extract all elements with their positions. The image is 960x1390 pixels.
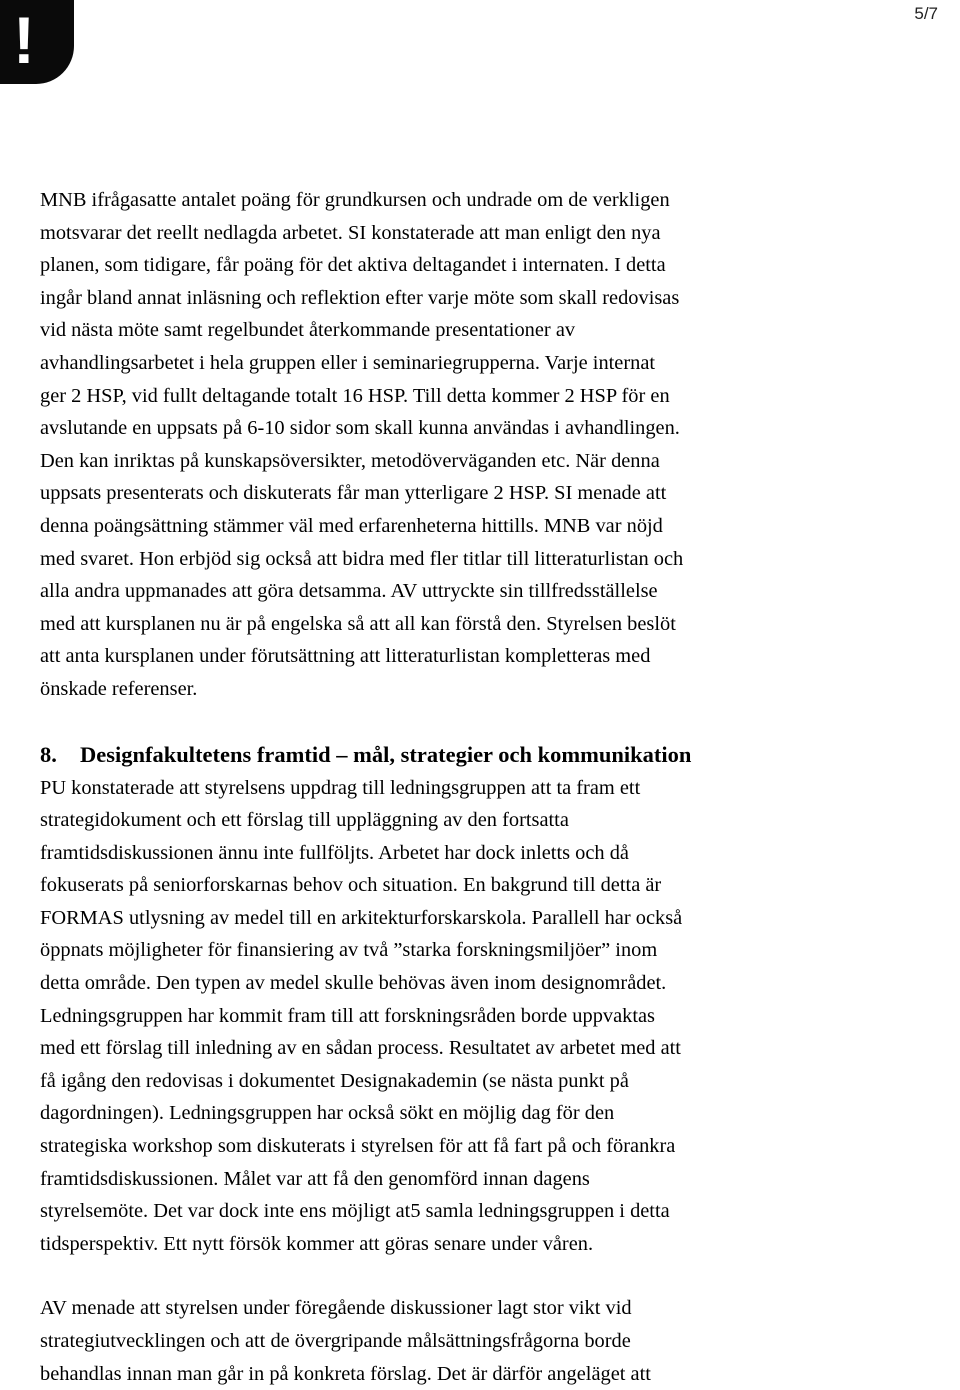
text-line: ingår bland annat inläsning och reflektion efter varje möte som skall redovisas <box>40 286 680 309</box>
text-line: att anta kursplanen under förutsättning att litteraturlistan kompletteras med <box>40 645 651 668</box>
paragraph-gap <box>40 706 920 738</box>
text-line: detta område. Den typen av medel skulle behövas även inom designområdet. <box>40 972 667 995</box>
logo-mark: ! <box>13 3 35 77</box>
text-line: styrelsemöte. Det var dock inte ens möjligt at5 samla ledningsgruppen i detta <box>40 1200 670 1223</box>
text-line: framtidsdiskussionen. Målet var att få den genomförd innan dagens <box>40 1167 590 1190</box>
text-line: med ett förslag till inledning av en sådan process. Resultatet av arbetet med att <box>40 1037 681 1060</box>
text-line: strategidokument och ett förslag till uppläggning av den fortsatta <box>40 809 569 832</box>
text-line: strategiutvecklingen och att de övergripande målsättningsfrågorna borde <box>40 1330 631 1352</box>
text-line: framtidsdiskussionen ännu inte fullföljts. Arbetet har dock inletts och då <box>40 841 629 864</box>
text-line: med svaret. Hon erbjöd sig också att bidra med fler titlar till litteraturlistan och <box>40 547 684 570</box>
paragraph-av-comment <box>40 1292 920 1390</box>
text-line: Ledningsgruppen har kommit fram till att forskningsråden borde uppvaktas <box>40 1004 655 1027</box>
text-line: behandlas innan man går in på konkreta förslag. Det är därför angeläget att <box>40 1362 651 1385</box>
text-line: AV menade att styrelsen under föregående diskussioner lagt stor vikt vid <box>40 1297 632 1320</box>
text-line: FORMAS utlysning av medel till en arkitekturforskarskola. Parallell har också <box>40 906 683 929</box>
text-line: PU konstaterade att styrelsens uppdrag till ledningsgruppen att ta fram ett <box>40 776 641 799</box>
text-line: planen, som tidigare, får poäng för det aktiva deltagandet i internaten. I detta <box>40 254 666 277</box>
page-number: 5/7 <box>914 4 938 23</box>
text-line: öppnats möjligheter för finansiering av två ”starka forskningsmiljöer” inom <box>40 939 658 962</box>
text-line: strategiska workshop som diskuterats i styrelsen för att få fart på och förankra <box>40 1135 676 1158</box>
exclamation-logo-icon <box>0 0 74 84</box>
text-line: ger 2 HSP, vid fullt deltagande totalt 16 HSP. Till detta kommer 2 HSP för en <box>40 384 670 407</box>
document-body <box>40 184 920 1390</box>
paragraph-gap <box>40 1260 920 1292</box>
text-line: Den kan inriktas på kunskapsöversikter, metodöverväganden etc. När denna <box>40 449 660 472</box>
paragraph-course-points <box>40 184 920 706</box>
text-line: önskade referenser. <box>40 677 198 700</box>
section-number: 8. <box>40 741 57 767</box>
text-line: MNB ifrågasatte antalet poäng för grundkursen och undrade om de verkligen <box>40 189 670 211</box>
section-heading <box>40 738 920 772</box>
text-line: med att kursplanen nu är på engelska så att all kan förstå den. Styrelsen beslöt <box>40 612 676 635</box>
text-line: denna poängsättning stämmer väl med erfarenheterna hittills. MNB var nöjd <box>40 514 663 537</box>
text-line: dagordningen). Ledningsgruppen har också sökt en möjlig dag för den <box>40 1102 615 1125</box>
text-line: vid nästa möte samt regelbundet återkommande presentationer av <box>40 319 576 342</box>
paragraph-strategy <box>40 772 920 1261</box>
text-line: tidsperspektiv. Ett nytt försök kommer att göras senare under våren. <box>40 1232 594 1255</box>
text-line: uppsats presenterats och diskuterats får man ytterligare 2 HSP. SI menade att <box>40 482 667 505</box>
section-title: Designfakultetens framtid – mål, strategier och kommunikation <box>80 741 692 767</box>
text-line: alla andra uppmanades att göra detsamma. AV uttryckte sin tillfredsställelse <box>40 580 658 603</box>
text-line: motsvarar det reellt nedlagda arbetet. SI konstaterade att man enligt den nya <box>40 221 661 244</box>
text-line: avslutande en uppsats på 6-10 sidor som skall kunna användas i avhandlingen. <box>40 417 680 440</box>
text-line: fokuserats på seniorforskarnas behov och situation. En bakgrund till detta är <box>40 874 662 897</box>
text-line: få igång den redovisas i dokumentet Designakademin (se nästa punkt på <box>40 1069 629 1092</box>
text-line: avhandlingsarbetet i hela gruppen eller i seminariegrupperna. Varje internat <box>40 351 656 374</box>
